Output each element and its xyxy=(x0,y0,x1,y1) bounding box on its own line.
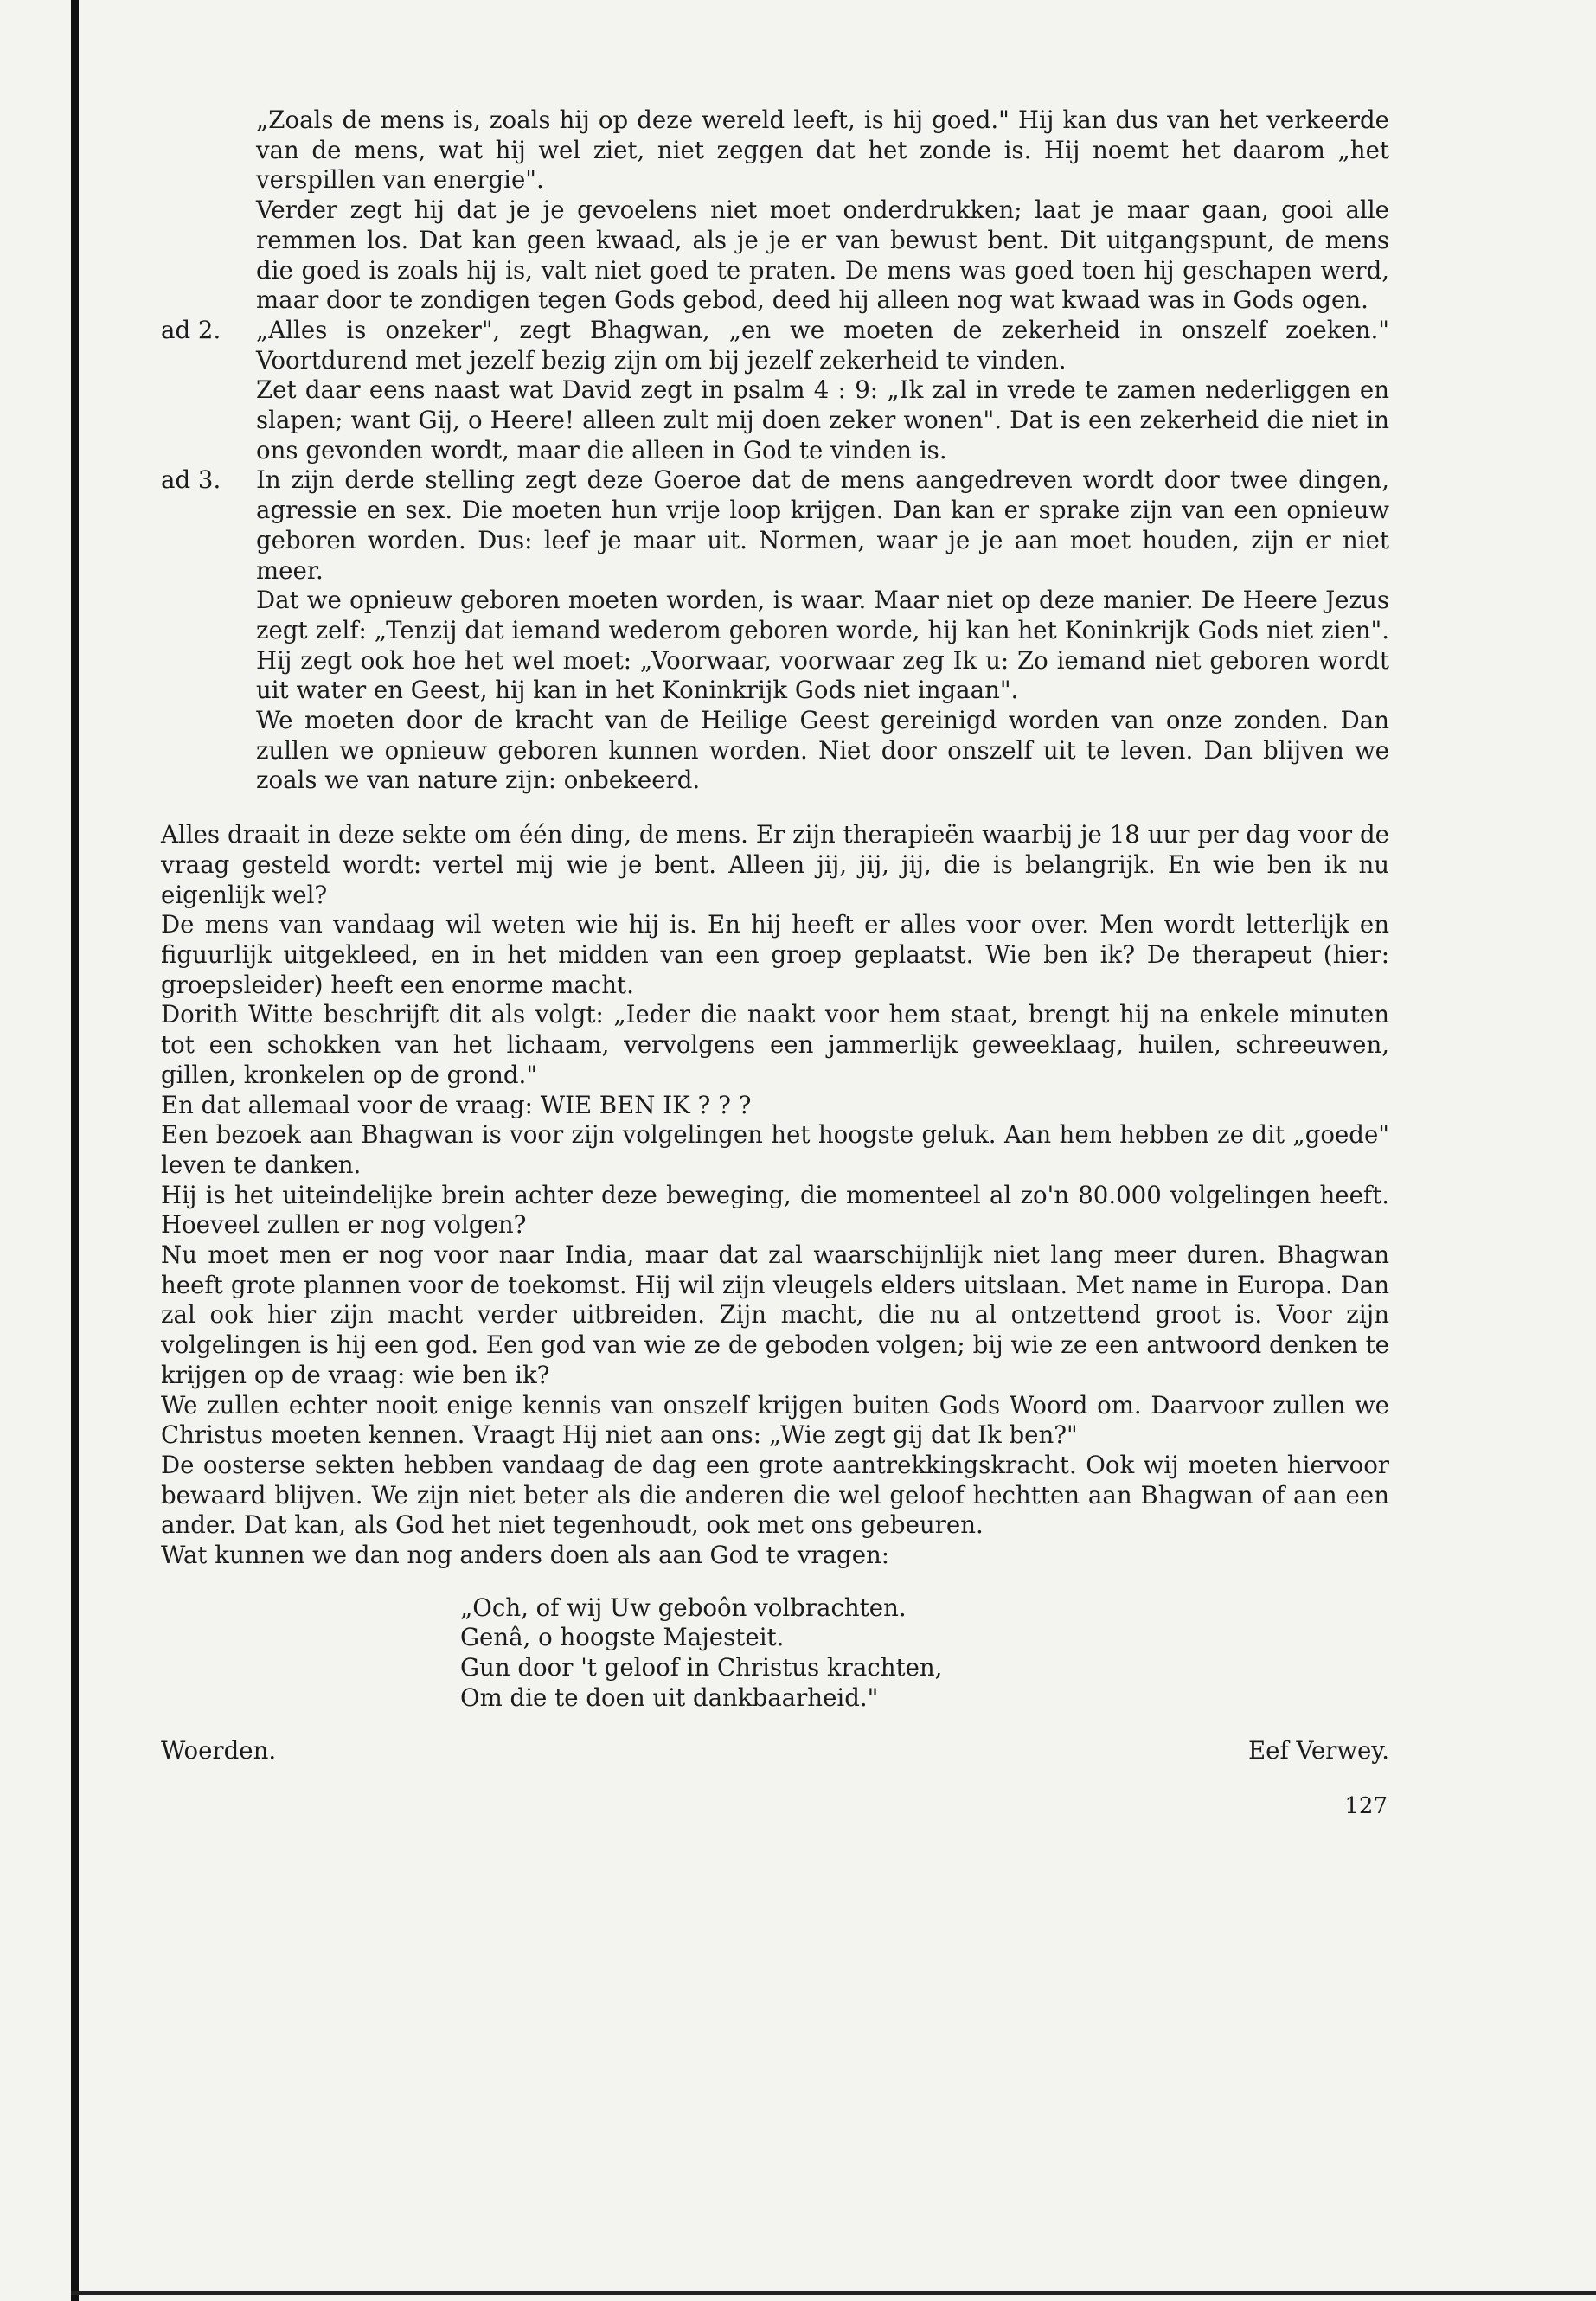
bottom-edge-line xyxy=(71,2291,1596,2295)
hymn-line-4: Om die te doen uit dankbaarheid." xyxy=(460,1682,879,1712)
place-name: Woerden. xyxy=(161,1735,277,1765)
paragraph-main-7: Nu moet men er nog voor naar India, maar dat zal waarschijnlijk niet lang meer duren. Bhagwan heeft grote plannen voor de toekomst. Hij wil zijn vleugels elders uitslaan. Met name in Europa. Dan zal ook hier zijn macht verder uitbreiden. Zijn macht, die nu al ontzettend groot is. Voor zijn volgelingen is hij een god. Een god van wie ze de geboden volgen; bij wie ze een antwoord denken te krijgen op de vraag: wie ben ik? xyxy=(161,1240,1389,1389)
paragraph-main-5: Een bezoek aan Bhagwan is voor zijn volgelingen het hoogste geluk. Aan hem hebben ze dit „goede" leven te danken. xyxy=(161,1120,1389,1179)
paragraph-main-8: We zullen echter nooit enige kennis van onszelf krijgen buiten Gods Woord om. Daarvoor zullen we Christus moeten kennen. Vraagt Hij niet aan ons: „Wie zegt gij dat Ik ben?" xyxy=(161,1390,1389,1450)
paragraph-main-6: Hij is het uiteindelijke brein achter deze beweging, die momenteel al zo'n 80.000 volgelingen heeft. Hoeveel zullen er nog volgen? xyxy=(161,1180,1389,1240)
hymn-quote xyxy=(460,1593,1389,1714)
paragraph-main-4: En dat allemaal voor de vraag: WIE BEN IK ? ? ? xyxy=(161,1090,752,1119)
hymn-line-3: Gun door 't geloof in Christus krachten, xyxy=(460,1653,943,1682)
paragraph-main-3: Dorith Witte beschrijft dit als volgt: „Ieder die naakt voor hem staat, brengt hij na enkele minuten tot een schokken van het lichaam, vervolgens een jammerlijk geweeklaag, huilen, schreeuwen, gillen, kronkelen op de grond." xyxy=(161,1000,1389,1089)
paragraph-main-1: Alles draait in deze sekte om één ding, de mens. Er zijn therapieën waarbij je 18 uur per dag voor de vraag gesteld wordt: vertel mij wie je bent. Alleen jij, jij, jij, die is belangrijk. En wie ben ik nu eigenlijk wel? xyxy=(161,820,1389,909)
section-gap xyxy=(161,796,1389,820)
ad3-text xyxy=(256,465,1389,796)
signature-row xyxy=(161,1736,1389,1766)
ad2-text xyxy=(256,316,1389,466)
ad2-label: ad 2. xyxy=(161,315,221,344)
paragraph-ad3-1: In zijn derde stelling zegt deze Goeroe dat de mens aangedreven wordt door twee dingen, agressie en sex. Die moeten hun vrije loop krijgen. Dan kan er sprake zijn van een opnieuw geboren worden. Dus: leef je maar uit. Normen, waar je je aan moet houden, zijn er niet meer. xyxy=(256,465,1389,585)
section-ad2 xyxy=(161,316,1389,466)
paragraph-ad1-1: „Zoals de mens is, zoals hij op deze wereld leeft, is hij goed." Hij kan dus van het verkeerde van de mens, wat hij wel ziet, niet zeggen dat het zonde is. Hij noemt het daarom „het verspillen van energie". xyxy=(256,106,1389,195)
author-name: Eef Verwey. xyxy=(1247,1735,1389,1765)
document-page xyxy=(161,106,1389,1821)
section-ad3 xyxy=(161,465,1389,796)
paragraph-ad2-1: „Alles is onzeker", zegt Bhagwan, „en we moeten de zekerheid in onszelf zoeken." Voortdurend met jezelf bezig zijn om bij jezelf zekerheid te vinden. xyxy=(256,315,1389,375)
hymn-line-2: Genâ, o hoogste Majesteit. xyxy=(460,1623,785,1652)
paragraph-main-9: De oosterse sekten hebben vandaag de dag een grote aantrekkingskracht. Ook wij moeten hiervoor bewaard blijven. We zijn niet beter als die anderen die wel geloof hechtten aan Bhagwan of aan een ander. Dat kan, als God het niet tegenhoudt, ook met ons gebeuren. xyxy=(161,1450,1389,1540)
left-margin-bar xyxy=(71,0,79,2301)
paragraph-main-2: De mens van vandaag wil weten wie hij is. En hij heeft er alles voor over. Men wordt letterlijk en figuurlijk uitgekleed, en in het midden van een groep geplaatst. Wie ben ik? De therapeut (hier: groepsleider) heeft een enorme macht. xyxy=(161,910,1389,999)
page-number: 127 xyxy=(1344,1793,1388,1820)
paragraph-ad3-3: We moeten door de kracht van de Heilige Geest gereinigd worden van onze zonden. Dan zullen we opnieuw geboren kunnen worden. Niet door onszelf uit te leven. Dan blijven we zoals we van nature zijn: onbekeerd. xyxy=(256,706,1389,795)
hymn-line-1: „Och, of wij Uw geboôn volbrachten. xyxy=(460,1593,907,1622)
paragraph-ad1-2: Verder zegt hij dat je je gevoelens niet moet onderdrukken; laat je maar gaan, gooi alle remmen los. Dat kan geen kwaad, als je je er van bewust bent. Dit uitgangspunt, de mens die goed is zoals hij is, valt niet goed te praten. De mens was goed toen hij geschapen werd, maar door te zondigen tegen Gods gebod, deed hij alleen nog wat kwaad was in Gods ogen. xyxy=(256,195,1389,315)
paragraph-main-10: Wat kunnen we dan nog anders doen als aan God te vragen: xyxy=(161,1541,890,1570)
ad3-label: ad 3. xyxy=(161,465,221,495)
paragraph-ad2-2: Zet daar eens naast wat David zegt in psalm 4 : 9: „Ik zal in vrede te zamen nederliggen en slapen; want Gij, o Heere! alleen zult mij doen zeker wonen". Dat is een zekerheid die niet in ons gevonden wordt, maar die alleen in God te vinden is. xyxy=(256,375,1389,465)
paragraph-ad3-2: Dat we opnieuw geboren moeten worden, is waar. Maar niet op deze manier. De Heere Jezus zegt zelf: „Tenzij dat iemand wederom geboren worde, hij kan het Koninkrijk Gods niet zien". Hij zegt ook hoe het wel moet: „Voorwaar, voorwaar zeg Ik u: Zo iemand niet geboren wordt uit water en Geest, hij kan in het Koninkrijk Gods niet ingaan". xyxy=(256,586,1389,705)
